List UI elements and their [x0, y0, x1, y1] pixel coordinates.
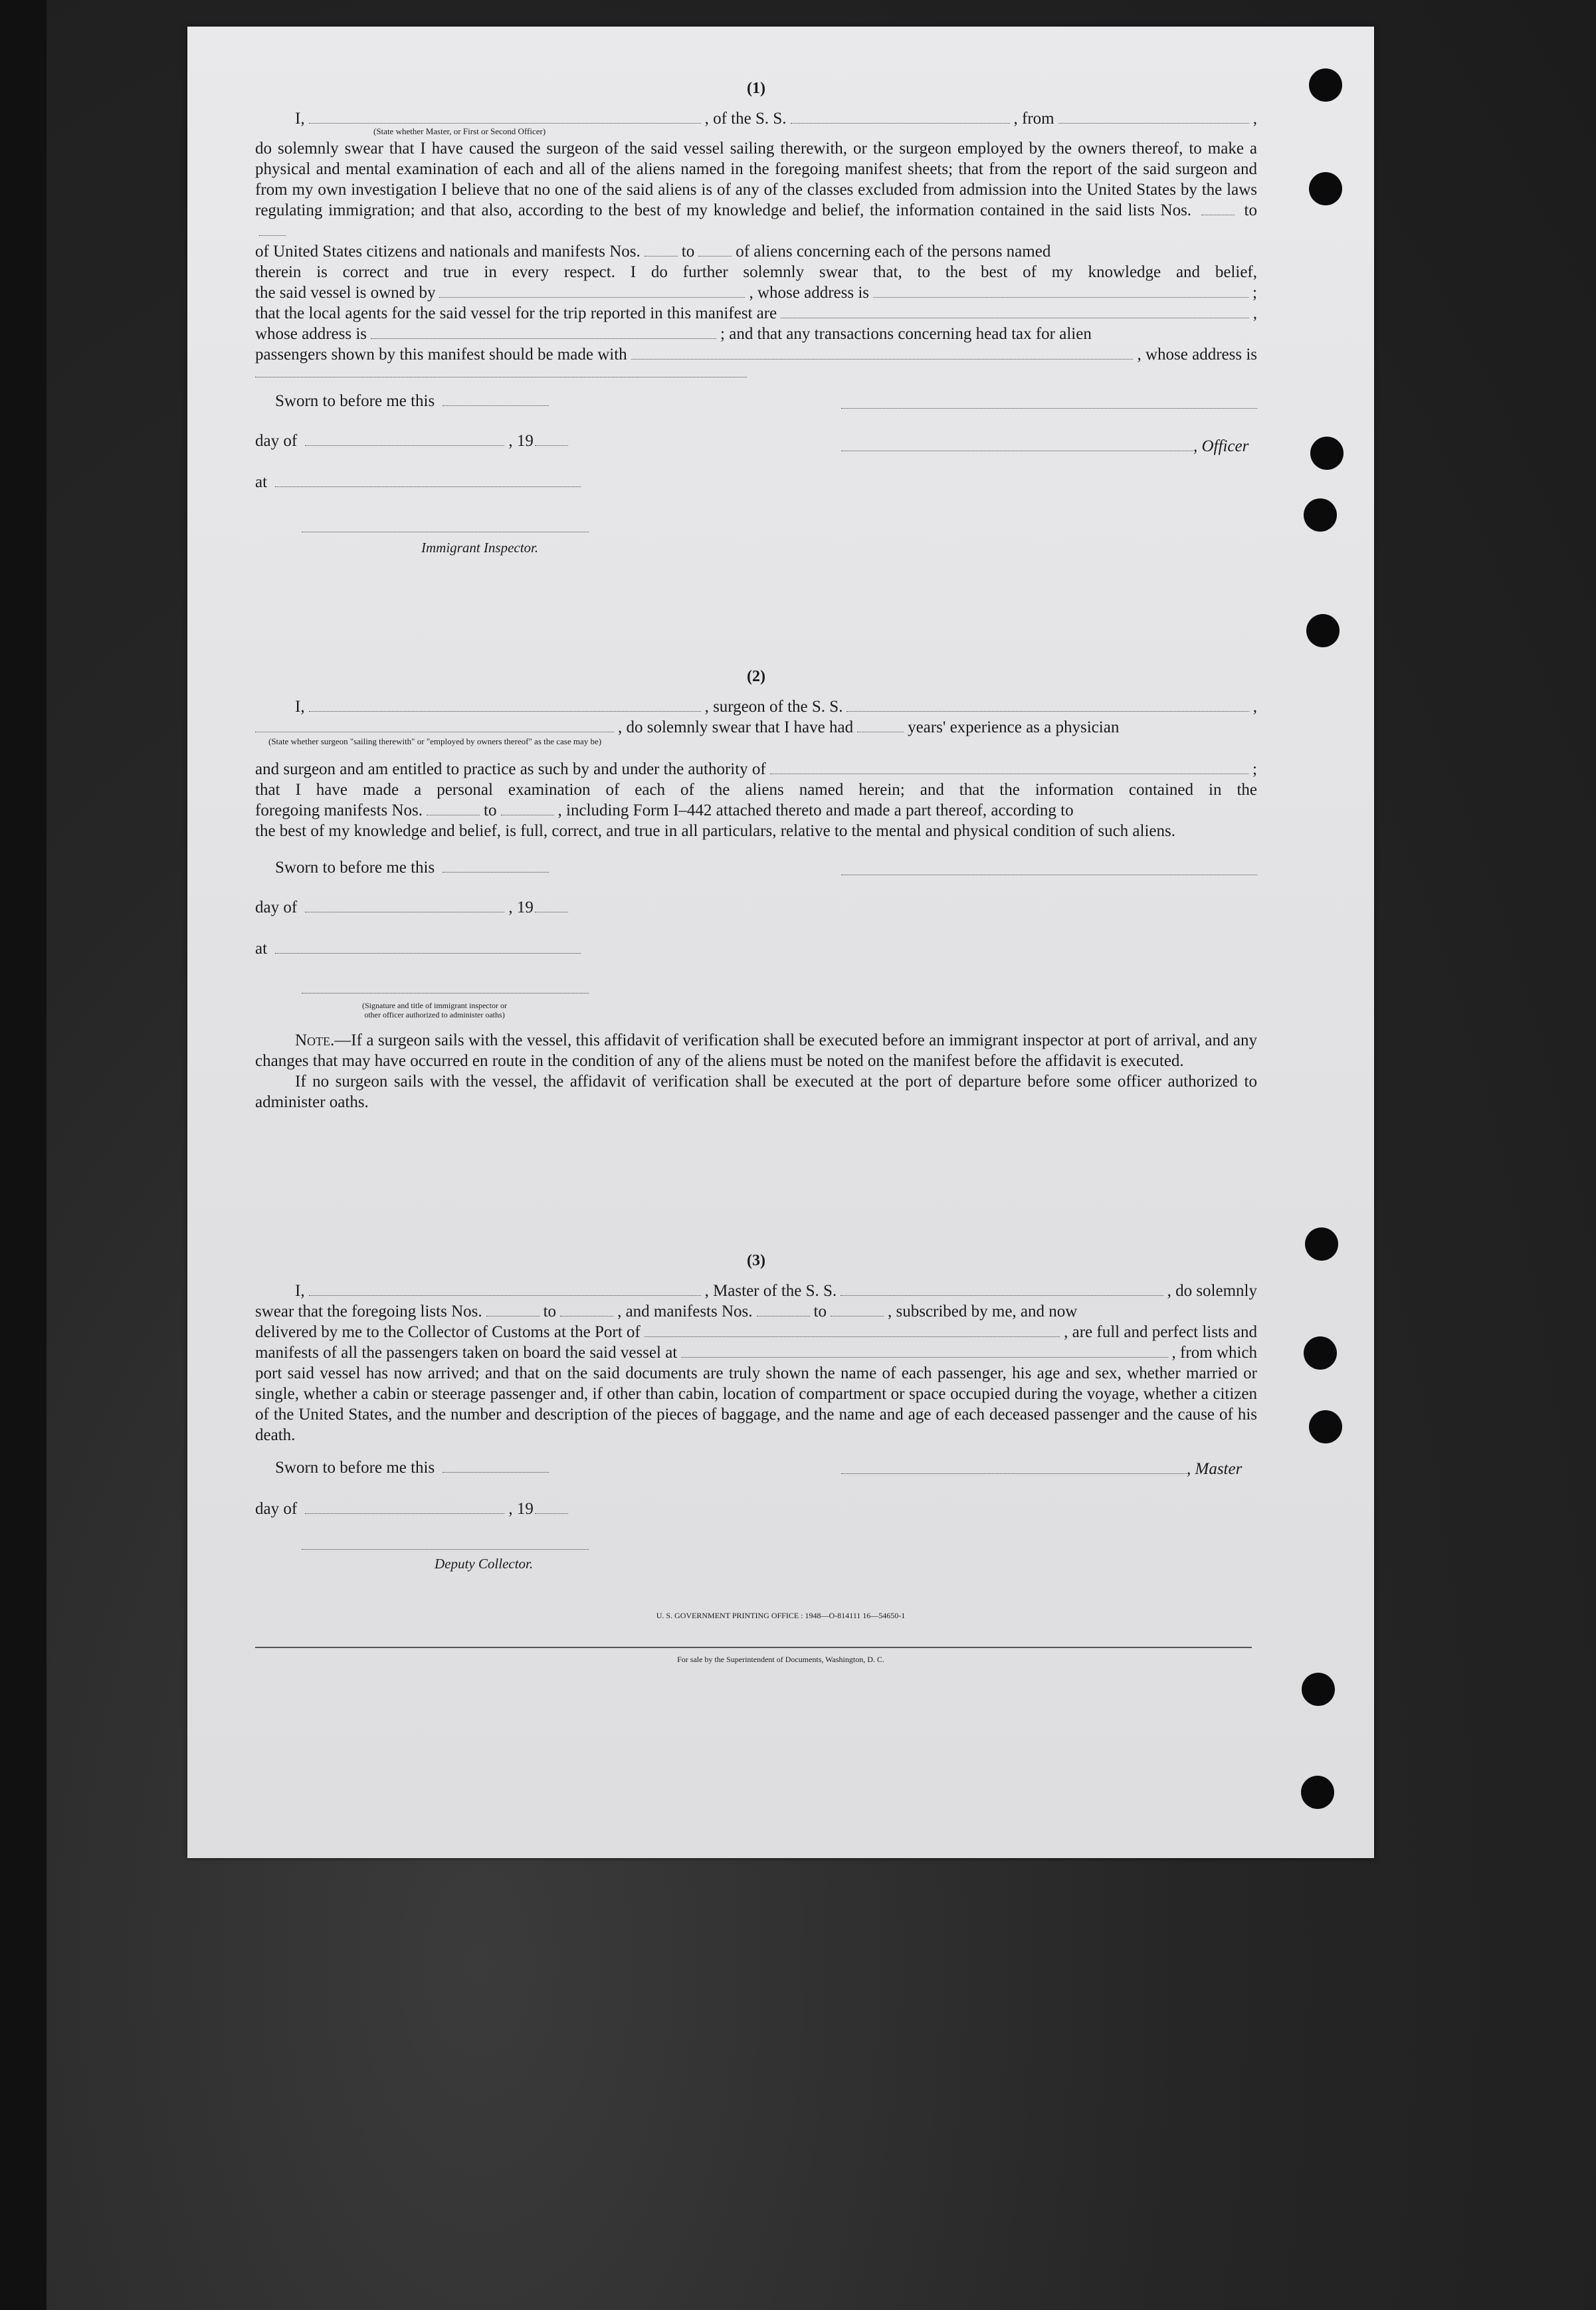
citizens-line: of United States citizens and nationals and manifests Nos. to of aliens concerning each of the persons named [255, 243, 1051, 261]
local-agents-field[interactable] [781, 306, 1249, 318]
port-from-field[interactable] [1058, 111, 1249, 124]
sworn-row: Sworn to before me this [275, 859, 553, 877]
month-field[interactable] [305, 900, 504, 912]
port-field[interactable] [645, 1324, 1060, 1337]
section-number: (2) [747, 668, 765, 685]
owner-field[interactable] [439, 285, 745, 298]
binder-hole [1310, 437, 1344, 470]
binder-hole [1302, 1673, 1335, 1706]
deputy-collector-caption: Deputy Collector. [435, 1556, 534, 1572]
embarkation-port-field[interactable] [681, 1345, 1167, 1358]
year-field[interactable] [535, 1501, 568, 1514]
master-line: I, , of the S. S. , from , [295, 110, 1257, 128]
oath-paragraph: do solemnly swear that I have caused the surgeon of the said vessel sailing therewith, or the surgeon employed by the owners thereof, to make a physical and mental examination of each and all of the aliens named in the foregoing manifest sheets; that from the report of the said surgeon and from my own investigation I believe that no one of the said aliens is of any of the classes excluded from admission into the United States by the laws regulating immigration; and that also, according to the best of my knowledge and belief, the information contained in the said lists Nos. to [255, 138, 1257, 241]
head-tax-agent-field[interactable] [631, 347, 1134, 360]
section-number: (1) [747, 80, 765, 97]
immigrant-inspector-caption: Immigrant Inspector. [421, 540, 539, 556]
binder-hole [1304, 1336, 1337, 1370]
section-number: (3) [747, 1252, 765, 1269]
month-field[interactable] [305, 1501, 504, 1514]
vessel-name-field[interactable] [791, 111, 1010, 124]
officer-title-field[interactable] [309, 111, 701, 124]
master-line: I, , Master of the S. S. , do solemnly [295, 1282, 1257, 1300]
place-field[interactable] [275, 474, 581, 487]
sworn-row: Sworn to before me this [275, 1459, 553, 1477]
manifest-no-to-field[interactable] [501, 803, 554, 815]
at-row: at [255, 473, 585, 492]
binder-hole [1305, 1227, 1338, 1261]
lists-line: swear that the foregoing lists Nos. to , and manifests Nos. to , subscribed by me, and now [255, 1303, 1078, 1320]
agents-address-field[interactable] [371, 326, 716, 339]
list-no-from-field[interactable] [486, 1304, 540, 1316]
master-signature-field[interactable] [841, 1461, 1187, 1474]
binder-hole [1309, 1410, 1342, 1443]
list-no-to-field[interactable] [259, 223, 286, 236]
sworn-block-3 [255, 1459, 1257, 1592]
sworn-date-field[interactable] [443, 860, 549, 873]
master-name-field[interactable] [309, 1283, 701, 1296]
foregoing-line: foregoing manifests Nos. to , including Form I–442 attached thereto and made a part thereof, according to [255, 801, 1074, 819]
binder-hole [1309, 68, 1342, 102]
address-continuation-line [255, 365, 1257, 377]
sworn-date-field[interactable] [443, 1460, 549, 1473]
surgeon-line: I, , surgeon of the S. S. , [295, 698, 1257, 716]
footer-rule [255, 1647, 1252, 1648]
sale-notice: For sale by the Superintendent of Documents, Washington, D. C. [677, 1655, 884, 1664]
gpo-imprint: U. S. GOVERNMENT PRINTING OFFICE : 1948—O-814111 16—54650-1 [656, 1611, 906, 1620]
master-signature-row: , Master [841, 1460, 1242, 1479]
authority-line: and surgeon and am entitled to practice as such by and under the authority of ; [255, 760, 1257, 778]
list-no-to-field[interactable] [560, 1304, 613, 1316]
day-row: day of , 19 [255, 1500, 572, 1519]
binder-hole [1304, 498, 1337, 532]
head-tax-address-field[interactable] [255, 365, 747, 377]
deputy-signature-line[interactable] [302, 1548, 589, 1550]
passengers-line: passengers shown by this manifest should be made with , whose address is [255, 346, 1257, 364]
manifest-no-from-field[interactable] [645, 244, 678, 257]
delivered-line: delivered by me to the Collector of Customs at the Port of , are full and perfect lists and [255, 1323, 1257, 1341]
section-2 [255, 668, 1257, 1112]
note2-paragraph: If no surgeon sails with the vessel, the affidavit of verification shall be executed at the port of departure before some officer authorized to administer oaths. [255, 1073, 1257, 1111]
inspector-signature-line[interactable] [302, 992, 589, 994]
sworn-block-1 [255, 392, 1257, 558]
list-no-from-field[interactable] [1201, 203, 1235, 215]
best-knowledge-text: the best of my knowledge and belief, is full, correct, and true in all particulars, relative to the mental and physical condition of such aliens. [255, 822, 1175, 840]
manifests-of-line: manifests of all the passengers taken on board the said vessel at , from which [255, 1344, 1257, 1362]
signature-caption: (Signature and title of immigrant inspector or other officer authorized to administer oaths) [362, 1001, 507, 1019]
master-oath-text: port said vessel has now arrived; and that on the said documents are truly shown the name of each passenger, his age and sex, whether married or single, whether a cabin or steerage passenger and, if other than cabin, location of compartment or space occupied during the voyage, whether a citizen of the United States, and the number and description of the pieces of baggage, and the name and age of each deceased passenger and the cause of his death. [255, 1364, 1257, 1444]
year-field[interactable] [535, 900, 568, 912]
sworn-date-field[interactable] [443, 393, 549, 406]
binder-hole [1309, 172, 1342, 205]
owned-by-line: the said vessel is owned by , whose address is ; [255, 284, 1257, 302]
sworn-row: Sworn to before me this [275, 392, 553, 411]
day-row: day of , 19 [255, 432, 572, 451]
vessel-name-field[interactable] [841, 1283, 1163, 1296]
month-field[interactable] [305, 433, 504, 446]
years-field[interactable] [857, 720, 904, 732]
experience-line: , do solemnly swear that I have had years' experience as a physician [255, 717, 1257, 738]
surgeon-caption: (State whether surgeon "sailing therewith" or "employed by owners thereof" as the case may be) [268, 736, 602, 746]
manifest-no-from-field[interactable] [427, 803, 480, 815]
authority-field[interactable] [770, 762, 1248, 774]
at-row: at [255, 940, 585, 958]
vessel-name-field[interactable] [847, 699, 1248, 712]
manifest-no-to-field[interactable] [698, 244, 732, 257]
surgeon-status-field[interactable] [255, 720, 614, 732]
sworn-block-2 [255, 859, 1257, 1025]
binder-hole [1301, 1776, 1334, 1809]
manifest-no-from-field[interactable] [757, 1304, 810, 1316]
document-page [187, 27, 1374, 1858]
officer-signature-field[interactable] [841, 439, 1193, 451]
surgeon-signature-line[interactable] [841, 873, 1257, 875]
surgeon-name-field[interactable] [309, 699, 701, 712]
inspector-signature-line[interactable] [302, 530, 589, 532]
officer-caption: (State whether Master, or First or Second Officer) [373, 126, 546, 136]
scan-edge [0, 0, 47, 2310]
section-3 [255, 1252, 1257, 1592]
officer-row: , Officer [841, 437, 1248, 456]
day-row: day of , 19 [255, 898, 572, 917]
local-agents-line: that the local agents for the said vessel for the trip reported in this manifest are , [255, 304, 1257, 322]
owner-address-field[interactable] [873, 285, 1248, 298]
signature-line[interactable] [841, 407, 1257, 409]
binder-hole [1306, 614, 1340, 647]
section-1 [255, 80, 1257, 558]
manifest-no-to-field[interactable] [831, 1304, 884, 1316]
agents-address-line: whose address is ; and that any transactions concerning head tax for alien [255, 325, 1092, 343]
place-field[interactable] [275, 941, 581, 954]
note-paragraph: Note.—If a surgeon sails with the vessel, this affidavit of verification shall be executed before an immigrant inspector at port of arrival, and any changes that may have occurred en route in the condition of any of the aliens must be noted on the manifest before the affidavit is executed. [255, 1031, 1257, 1070]
exam-line: that I have made a personal examination of each of the aliens named herein; and that the information contained in the [255, 781, 1257, 799]
year-field[interactable] [535, 433, 568, 446]
therein-line: therein is correct and true in every respect. I do further solemnly swear that, to the best of my knowledge and belief, [255, 263, 1257, 281]
